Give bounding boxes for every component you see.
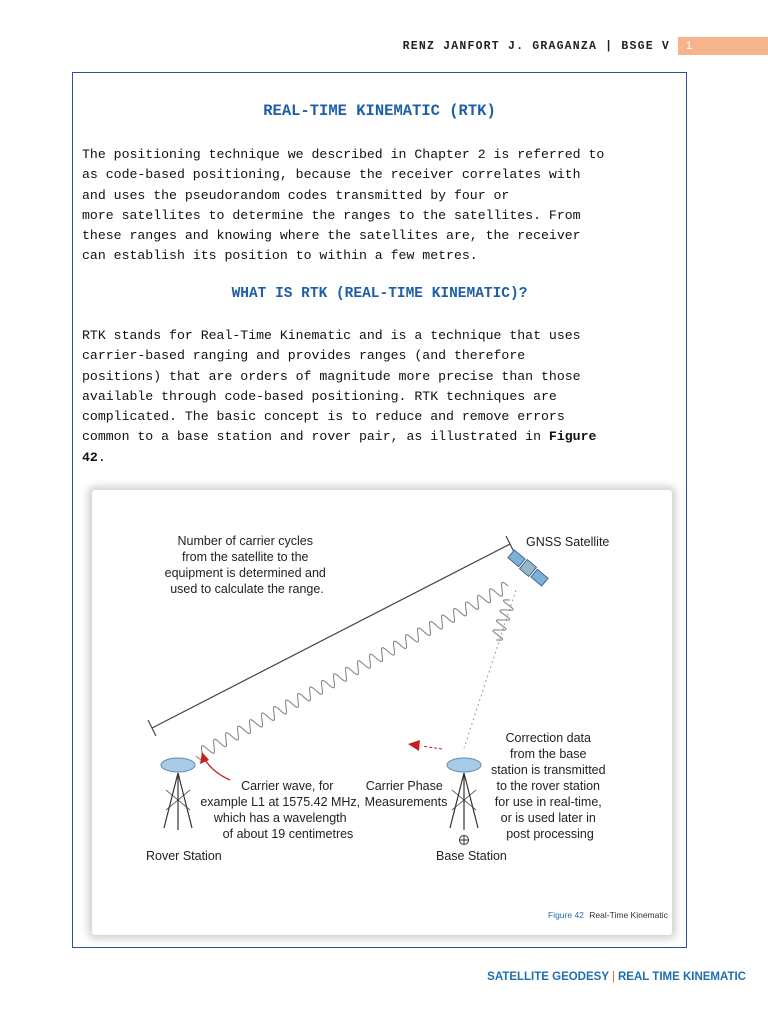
footer-course: SATELLITE GEODESY (487, 971, 609, 983)
carrier-wave-to-base (493, 600, 513, 640)
satellite-label: GNSS Satellite (526, 535, 610, 549)
figure-rtk-diagram (92, 490, 672, 935)
carrier-phase-note: Carrier Phase Measurements (364, 779, 448, 809)
base-station-label: Base Station (436, 849, 507, 863)
signal-to-base (464, 590, 516, 748)
page-title: REAL-TIME KINEMATIC (RTK) (263, 102, 496, 120)
figure-reference-number[interactable]: 42 (82, 449, 98, 465)
period: . (97, 449, 106, 465)
body-line: available through code-based positioning. RTK techniques are (82, 388, 557, 404)
satellite-icon (507, 549, 548, 586)
range-tick-left (148, 720, 156, 736)
body-line-text: common to a base station and rover pair, as illustrated in (82, 429, 549, 445)
intro-line: more satellites to determine the ranges to the satellites. From (82, 207, 581, 223)
body-line (82, 427, 682, 447)
rover-antenna-icon (161, 758, 195, 830)
footer (487, 971, 746, 983)
body-paragraph (82, 326, 682, 468)
section-subtitle: WHAT IS RTK (REAL-TIME KINEMATIC)? (231, 286, 528, 302)
page-number-tab: 1 (678, 37, 768, 55)
intro-line: as code-based positioning, because the receiver correlates with (82, 167, 581, 183)
intro-line: can establish its position to within a few metres. (82, 248, 478, 264)
body-line: RTK stands for Real-Time Kinematic and is a technique that uses (82, 328, 581, 343)
correction-data-note: Correction data from the base station is transmitted to the rover station for use in real-time, or is used later in post processing (490, 731, 606, 841)
intro-line: The positioning technique we described in Chapter 2 is referred to (82, 147, 605, 162)
body-line: positions) that are orders of magnitude more precise than those (82, 368, 581, 384)
carrier-wave-arrow (200, 752, 230, 780)
body-line: complicated. The basic concept is to reduce and remove errors (82, 409, 565, 425)
base-antenna-icon (447, 758, 481, 845)
range-note: Number of carrier cycles from the satellite to the equipment is determined and used to calculate the range. (164, 534, 326, 596)
figure-reference[interactable]: Figure (548, 429, 597, 445)
rtk-diagram-svg (92, 490, 672, 935)
header-author: RENZ JANFORT J. GRAGANZA | BSGE V (402, 40, 670, 53)
figure-caption: Figure 42 Real-Time Kinematic (548, 910, 668, 920)
intro-line: these ranges and knowing where the satellites are, the receiver (82, 228, 581, 244)
carrier-wave-note: Carrier wave, for example L1 at 1575.42 MHz, which has a wavelength of about 19 centimetres (200, 779, 361, 841)
intro-line: and uses the pseudorandom codes transmitted by four or (82, 187, 510, 203)
correction-data-arrow (408, 740, 442, 751)
rover-station-label: Rover Station (146, 849, 222, 863)
carrier-wave-to-rover (196, 582, 508, 759)
footer-separator: | (612, 971, 615, 983)
intro-paragraph (82, 145, 682, 267)
body-line: carrier-based ranging and provides ranges (and therefore (82, 348, 526, 364)
range-tick-right (506, 536, 514, 552)
footer-topic: REAL TIME KINEMATIC (618, 971, 746, 983)
body-line (82, 448, 682, 468)
